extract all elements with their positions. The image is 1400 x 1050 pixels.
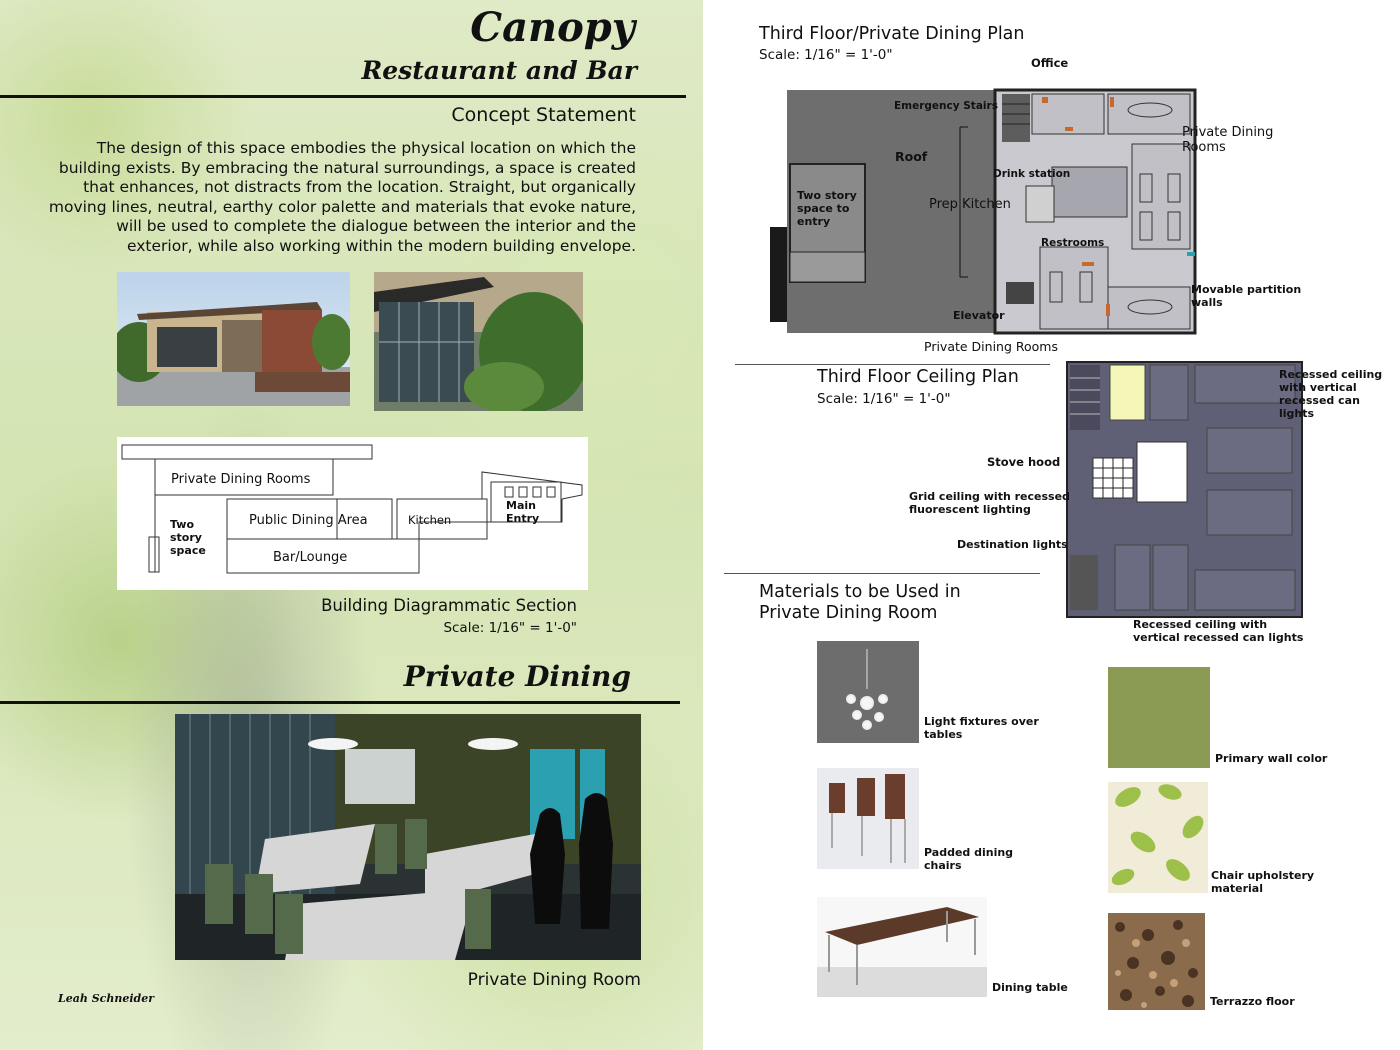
plan-label-line: Rooms bbox=[1182, 140, 1226, 155]
project-subtitle: Restaurant and Bar bbox=[361, 56, 637, 85]
material-label-chairs bbox=[924, 846, 1013, 872]
plan-label-office: Office bbox=[1031, 56, 1069, 70]
plan-label-prep-kitchen: Prep Kitchen bbox=[929, 197, 1011, 212]
section-label-line: story bbox=[170, 531, 202, 544]
concept-line: The design of this space embodies the physical location on which the bbox=[96, 139, 636, 157]
material-label-line: Chair upholstery bbox=[1211, 869, 1315, 882]
divider-line bbox=[735, 364, 1050, 365]
plan-label-restrooms: Restrooms bbox=[1041, 237, 1105, 249]
section-label-line: Two bbox=[170, 518, 195, 531]
concept-line: exterior, while also working within the modern building envelope. bbox=[127, 236, 636, 255]
exterior-glass-facade-image bbox=[374, 272, 583, 411]
section-label-line: space bbox=[170, 544, 206, 557]
ceiling-label-grid bbox=[909, 490, 1070, 516]
divider-line bbox=[724, 573, 1040, 574]
plan-label-line: Movable partition bbox=[1191, 283, 1302, 296]
material-label-upholstery bbox=[1211, 869, 1314, 895]
terrazzo-floor-swatch bbox=[1108, 913, 1205, 1010]
concept-line: will be used to complete the dialogue between the interior and the bbox=[116, 217, 636, 235]
plan-label-drink-station: Drink station bbox=[993, 168, 1071, 180]
ceiling-label-line: Recessed ceiling bbox=[1279, 368, 1383, 381]
ceiling-plan-scale: Scale: 1/16" = 1'-0" bbox=[817, 391, 951, 407]
materials-heading bbox=[759, 582, 961, 624]
material-label-terrazzo: Terrazzo floor bbox=[1210, 995, 1295, 1008]
section-label-line: Main bbox=[506, 499, 536, 512]
materials-heading-line: Materials to be Used in bbox=[759, 582, 961, 602]
plan-label-line: walls bbox=[1191, 296, 1223, 309]
section-scale: Scale: 1/16" = 1'-0" bbox=[443, 620, 577, 636]
chair-upholstery-swatch bbox=[1108, 782, 1208, 893]
section-label-two-story bbox=[170, 518, 206, 557]
concept-line: moving lines, neutral, earthy color palette and materials that evoke nature, bbox=[48, 197, 636, 216]
third-floor-ceiling-plan-drawing bbox=[1055, 360, 1313, 622]
plan-label-line: space to bbox=[797, 202, 850, 215]
wall-color-swatch bbox=[1108, 667, 1210, 768]
plan-label-roof: Roof bbox=[895, 149, 928, 164]
section-label-line: Entry bbox=[506, 512, 540, 525]
material-label-line: Padded dining bbox=[924, 846, 1014, 859]
ceiling-label-destination-lights: Destination lights bbox=[957, 538, 1068, 551]
plan-label-line: Private Dining bbox=[1182, 125, 1274, 140]
plan-label-movable-walls bbox=[1191, 283, 1301, 309]
light-fixture-image bbox=[817, 641, 919, 743]
designer-signature: Leah Schneider bbox=[58, 992, 154, 1005]
ceiling-label-stove-hood: Stove hood bbox=[987, 455, 1061, 469]
section-label-bar-lounge: Bar/Lounge bbox=[273, 550, 348, 565]
ceiling-plan-title: Third Floor Ceiling Plan bbox=[817, 367, 1019, 387]
materials-heading-line: Private Dining Room bbox=[759, 603, 938, 623]
floor-plan-title: Third Floor/Private Dining Plan bbox=[759, 24, 1025, 44]
section-label-kitchen: Kitchen bbox=[408, 513, 452, 527]
ceiling-label-line: recessed can bbox=[1279, 394, 1360, 407]
material-label-line: Light fixtures over bbox=[924, 715, 1039, 728]
private-dining-rendering-image bbox=[175, 714, 641, 960]
project-title: Canopy bbox=[470, 4, 635, 51]
concept-heading: Concept Statement bbox=[451, 104, 636, 126]
material-label-line: material bbox=[1211, 882, 1263, 895]
plan-label-elevator: Elevator bbox=[953, 309, 1005, 322]
section-title: Building Diagrammatic Section bbox=[321, 596, 577, 615]
concept-line: building exists. By embracing the natural surroundings, a space is created bbox=[58, 158, 636, 177]
section-label-private-dining: Private Dining Rooms bbox=[171, 472, 311, 487]
ceiling-label-line: vertical recessed can lights bbox=[1133, 631, 1304, 644]
ceiling-label-line: Grid ceiling with recessed bbox=[909, 490, 1070, 503]
plan-label-private-dining-bottom: Private Dining Rooms bbox=[924, 339, 1058, 354]
dining-table-image bbox=[817, 897, 987, 997]
floor-plan-scale: Scale: 1/16" = 1'-0" bbox=[759, 47, 893, 63]
plan-label-private-dining-rooms bbox=[1182, 125, 1273, 155]
dining-chairs-image bbox=[817, 768, 919, 869]
ceiling-label-line: fluorescent lighting bbox=[909, 503, 1031, 516]
ceiling-label-recessed-top bbox=[1279, 368, 1382, 420]
plan-label-two-story bbox=[797, 189, 857, 228]
exterior-rendering-image bbox=[117, 272, 350, 406]
title-divider bbox=[0, 95, 686, 98]
ceiling-label-line: Recessed ceiling with bbox=[1133, 618, 1268, 631]
material-label-wall: Primary wall color bbox=[1215, 752, 1328, 765]
material-label-line: tables bbox=[924, 728, 963, 741]
ceiling-label-recessed-bottom bbox=[1133, 618, 1303, 644]
section-label-main-entry bbox=[506, 499, 539, 525]
concept-statement bbox=[16, 139, 636, 256]
private-dining-heading: Private Dining bbox=[403, 660, 631, 693]
section-label-public-dining: Public Dining Area bbox=[249, 513, 368, 528]
material-label-line: chairs bbox=[924, 859, 962, 872]
private-dining-caption: Private Dining Room bbox=[467, 970, 641, 990]
ceiling-label-line: with vertical bbox=[1279, 381, 1357, 394]
private-dining-divider bbox=[0, 701, 680, 704]
plan-label-line: Two story bbox=[797, 189, 857, 202]
material-label-table: Dining table bbox=[992, 981, 1068, 994]
material-label-light bbox=[924, 715, 1039, 741]
plan-label-line: entry bbox=[797, 215, 831, 228]
concept-line: that enhances, not distracts from the location. Straight, but organically bbox=[83, 178, 636, 196]
plan-label-emergency-stairs: Emergency Stairs bbox=[894, 100, 998, 112]
ceiling-label-line: lights bbox=[1279, 407, 1315, 420]
